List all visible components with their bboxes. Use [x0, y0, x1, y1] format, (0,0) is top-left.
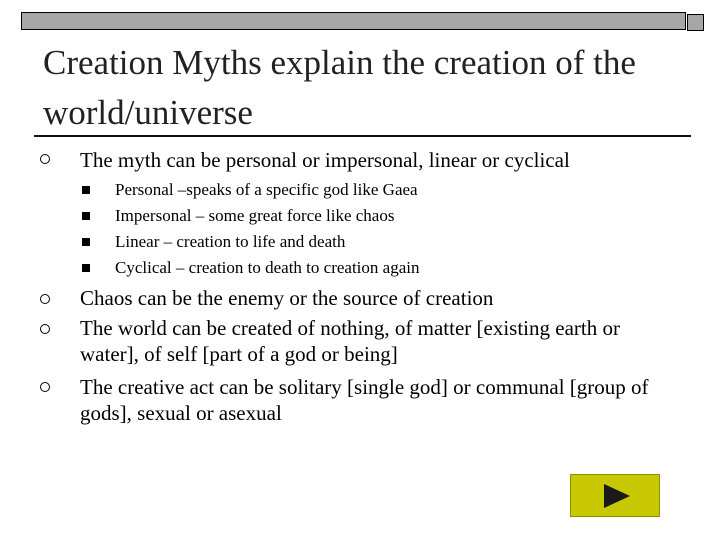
slide-title: Creation Myths explain the creation of the world/universe	[43, 43, 636, 132]
next-slide-button[interactable]	[570, 474, 660, 517]
sub-bullet-item: Impersonal – some great force like chaos	[115, 206, 395, 225]
hollow-circle-bullet-icon	[40, 324, 50, 334]
square-bullet-icon	[82, 264, 90, 272]
play-icon	[604, 484, 630, 508]
sub-bullet-item: Cyclical – creation to death to creation again	[115, 258, 420, 277]
hollow-circle-bullet-icon	[40, 154, 50, 164]
sub-bullet-item: Personal –speaks of a specific god like Gaea	[115, 180, 418, 199]
bullet-item: Chaos can be the enemy or the source of creation	[80, 286, 494, 310]
title-divider	[34, 135, 691, 137]
sub-bullet-item: Linear – creation to life and death	[115, 232, 346, 251]
bullet-item: The myth can be personal or impersonal, linear or cyclical	[80, 148, 570, 172]
bullet-item: The world can be created of nothing, of matter [existing earth or water], of self [part of a god or being]	[80, 316, 620, 366]
bullet-item: The creative act can be solitary [single god] or communal [group of gods], sexual or asexual	[80, 375, 649, 425]
hollow-circle-bullet-icon	[40, 382, 50, 392]
square-bullet-icon	[82, 238, 90, 246]
square-bullet-icon	[82, 212, 90, 220]
square-bullet-icon	[82, 186, 90, 194]
decorative-top-bar	[21, 12, 686, 30]
decorative-corner-square	[687, 14, 704, 31]
hollow-circle-bullet-icon	[40, 294, 50, 304]
